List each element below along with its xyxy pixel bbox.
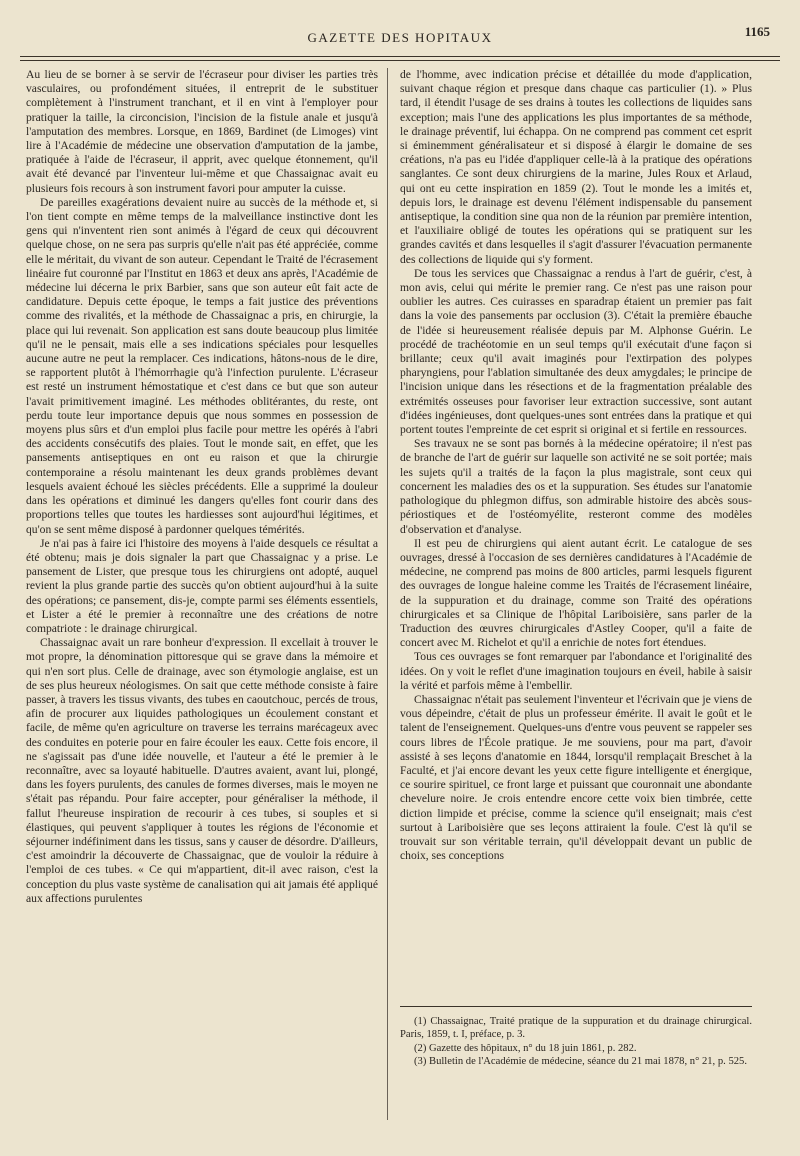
header-rule xyxy=(20,56,780,57)
footnote: (1) Chassaignac, Traité pratique de la suppuration et du drainage chirurgical. Paris, 1859, t. I, préface, p. 3. xyxy=(400,1016,752,1041)
header-rule-thin xyxy=(20,60,780,61)
left-column xyxy=(26,68,378,906)
paragraph: Chassaignac avait un rare bonheur d'expression. Il excellait à trouver le mot propre, la dénomination pittoresque qui se grave dans la mémoire et qui n'en sort plus. Celle de drainage, avec son étymologie anglaise, est un de ses plus heureux néologismes. On sait que cette méthode consiste à faire passer, à travers les tissus vivants, des tubes en caoutchouc, percés de trous, afin de procurer aux liquides pathologiques un écoulement constant et facile, de même qu'en agriculture on traverse les terrains marécageux avec des conduites en poterie pour en faire écouler les eaux. Cette fois encore, il ne s'agissait pas d'une idée nouvelle, et l'auteur a été le premier à le reconnaître, avec sa loyauté habituelle. D'autres avaient, avant lui, plongé, dans les foyers purulents, des canules de formes diverses, mais le moyen ne s'était pas répandu. Pour faire accepter, pour généraliser la méthode, il fallut l'heureuse inspiration de recourir à ces tubes, si souples et si élastiques, qui peuvent s'appliquer à toutes les régions de l'économie et séjourner indéfiniment dans les tissus, sans y causer de désordre. D'ailleurs, c'est amoindrir la découverte de Chassaignac, que de vouloir la réduire à l'emploi de ces tubes. « Ce qui m'appartient, dit-il avec raison, c'est la conception du plus vaste système de canalisation qui ait jamais été appliqué aux affections purulentes xyxy=(26,636,378,905)
right-column xyxy=(400,68,752,863)
paragraph: Tous ces ouvrages se font remarquer par l'abondance et l'originalité des idées. On y voit le reflet d'une imagination toujours en éveil, habile à saisir la vérité et parfois même à l'embellir. xyxy=(400,650,752,692)
paragraph: Ses travaux ne se sont pas bornés à la médecine opératoire; il n'est pas de branche de l'art de guérir sur laquelle son activité ne se soit portée; mais les sujets qu'il a traités de la façon la plus magistrale, sont ceux qui concernent les maladies des os et la suppuration. Ses études sur l'anatomie pathologique du phlegmon diffus, son admirable histoire des abcès sous-périostiques et de l'ostéomyélite, resteront comme des modèles d'observation et d'analyse. xyxy=(400,437,752,536)
paragraph: De tous les services que Chassaignac a rendus à l'art de guérir, c'est, à mon avis, celui qui mérite le premier rang. Ce n'est pas une raison pour oublier les autres. Ces cuirasses en sparadrap étaient un premier pas fait dans la voie des pansements par occlusion (3). C'était la première ébauche de l'idée si heureusement réalisée depuis par M. Alphonse Guérin. Le procédé de trachéotomie en un seul temps qu'il exécutait d'une façon si brillante; ceux qu'il avait imaginés pour l'extirpation des polypes pharyngiens, pour l'ablation simultanée des deux amygdales; le principe de l'incision unique dans les résections et de la fragmentation préalable des extrémités osseuses pour favoriser leur extraction successive, sont autant d'idées ingénieuses, dont quelques-unes sont entrées dans la pratique et qui portent toutes l'empreinte de cet esprit si original et si fertile en ressources. xyxy=(400,266,752,437)
footnote: (2) Gazette des hôpitaux, n° du 18 juin 1861, p. 282. xyxy=(414,1042,637,1054)
footnote-rule xyxy=(400,1006,752,1007)
page-header xyxy=(20,24,780,52)
journal-title: GAZETTE DES HOPITAUX xyxy=(307,30,493,45)
paragraph: Chassaignac n'était pas seulement l'inventeur et l'écrivain que je viens de vous dépeindre, c'était de plus un professeur émérite. Il avait le goût et le talent de l'enseignement. Quelques-uns d'entre vous peuvent se rappeler ses cours libres de l'École pratique. Je me souviens, pour ma part, d'avoir assisté à ses leçons d'anatomie en 1844, lorsqu'il remplaçait Breschet à la Faculté, et j'ai encore devant les yeux cette figure intelligente et énergique, ce sourire spirituel, ce front large et puissant que couronnait une abondante chevelure noire. Je crois entendre encore cette voix bien timbrée, cette diction limpide et précise, comme la science qu'il enseignait; mais c'est surtout à Lariboisière que ses leçons attiraient la foule. C'est là qu'il se trouvait sur son véritable terrain, qu'il développait devant un public de choix, ses conceptions xyxy=(400,692,752,863)
footnote: (3) Bulletin de l'Académie de médecine, séance du 21 mai 1878, n° 21, p. 525. xyxy=(414,1056,747,1068)
paragraph: Je n'ai pas à faire ici l'histoire des moyens à l'aide desquels ce résultat a été obtenu; mais je dois signaler la part que Chassaignac y a prise. Le pansement de Lister, que presque tous les chirurgiens ont adopté, auquel revient la plus grande partie des succès qu'on obtient aujourd'hui à la suite des opérations; ce pansement, dis-je, compte parmi ses éléments essentiels, et Lister a été le premier à reconnaître une des créations de notre compatriote : le drainage chirurgical. xyxy=(26,536,378,635)
footnotes xyxy=(400,1006,752,1069)
column-divider xyxy=(387,68,388,1120)
page-number: 1165 xyxy=(744,24,770,39)
paragraph: Il est peu de chirurgiens qui aient autant écrit. Le catalogue de ses ouvrages, dressé à l'occasion de ses dernières candidatures à l'Académie de médecine, ne comprend pas moins de 800 articles, parmi lesquels figurent des ouvrages de longue haleine comme les Traités de l'écrasement linéaire, de la suppuration et du drainage, comme son Traité des opérations chirurgicales et sa Clinique de l'hôpital Lariboisière, sans parler de la Traduction des œuvres chirurgicales d'Astley Cooper, qu'il a faite de concert avec M. Richelot et qu'il a enrichie de notes fort étendues. xyxy=(400,536,752,650)
paragraph: Au lieu de se borner à se servir de l'écraseur pour diviser les parties très vasculaires, ou profondément situées, il entreprit de le substituer complètement à l'instrument tranchant, et il en vint à l'employer pour pratiquer la taille, la circoncision, l'incision de la fistule anale et jusqu'à l'amputation des membres. Lorsque, en 1869, Bardinet (de Limoges) vint lire à l'Académie de médecine une observation d'amputation de la jambe, pratiquée à l'aide de l'écraseur, il apprit, avec quelque étonnement, qu'il avait été devancé par l'inventeur lui-même et que Chassaignac avait eu plusieurs fois recours à son instrument favori pour amputer la cuisse. xyxy=(26,68,378,195)
paragraph: De pareilles exagérations devaient nuire au succès de la méthode et, si l'on tient compte en même temps de la malveillance instinctive dont les gens qui n'inventent rien sont animés à l'égard de ceux qui découvrent quelque chose, on ne sera pas surpris qu'elle n'ait pas été appréciée, comme elle le méritait, du vivant de son auteur. Cependant le Traité de l'écrasement linéaire fut couronné par l'Institut en 1863 et deux ans après, l'Académie de médecine lui décerna le prix Barbier, sans que son auteur eût fait acte de candidature. Depuis cette époque, le temps a fait justice des préventions comme des rivalités, et la méthode de Chassaignac a pris, en chirurgie, la place qui lui revenait. Son application est sans doute beaucoup plus limitée qu'il ne le pensait, mais elle a ses indications spéciales pour lesquelles aucune autre ne peut la remplacer. Ces indications, hâtons-nous de le dire, se rapportent plutôt à l'hémorrhagie qu'à l'infection purulente. L'écraseur est resté un instrument hémostatique et c'est dans ce but que son auteur l'avait primitivement imaginé. Les méthodes oblitérantes, du reste, ont perdu toute leur importance depuis que nous sommes en possession de moyens plus sûrs et d'un emploi plus facile pour mettre les opérés à l'abri des accidents consécutifs des plaies. Tout le monde sait, en effet, que les pansements antiseptiques en ont eu raison et que la chirurgie contemporaine a résolu maintenant les deux grands problèmes devant lesquels avaient échoué les siècles précédents. Elle a supprimé la douleur dans les opérations et diminué les dangers qu'elles font courir dans des proportions telles que toutes les hardiesses sont aujourd'hui légitimes, et qu'on se sent même disposé à pardonner quelques témérités. xyxy=(26,195,378,536)
paragraph: de l'homme, avec indication précise et détaillée du mode d'application, suivant chaque région et presque dans chaque cas particulier (1). » Plus tard, il étendit l'usage de ses drains à toutes les collections de liquides sans exception; mais l'une des applications les plus importantes de sa méthode, le drainage préventif, lui échappa. On ne comprend pas comment cet esprit si éminemment généralisateur et si disposé à élargir le domaine de ses créations, n'a pas eu l'idée d'appliquer celle-là à la pratique des opérations sanglantes. Ce sont deux chirurgiens de la marine, Jules Roux et Arlaud, qui ont eu cette inspiration en 1859 (2). Tout le monde les a imités et, depuis lors, le drainage est devenu l'élément indispensable du pansement antiseptique, la condition sine qua non de la réunion par première intention, et l'auxiliaire obligé de toutes les opérations qui se pratiquent sur les grandes cavités et dans lesquelles il s'agit d'assurer l'évacuation permanente des collections de liquide qui s'y forment. xyxy=(400,68,752,266)
